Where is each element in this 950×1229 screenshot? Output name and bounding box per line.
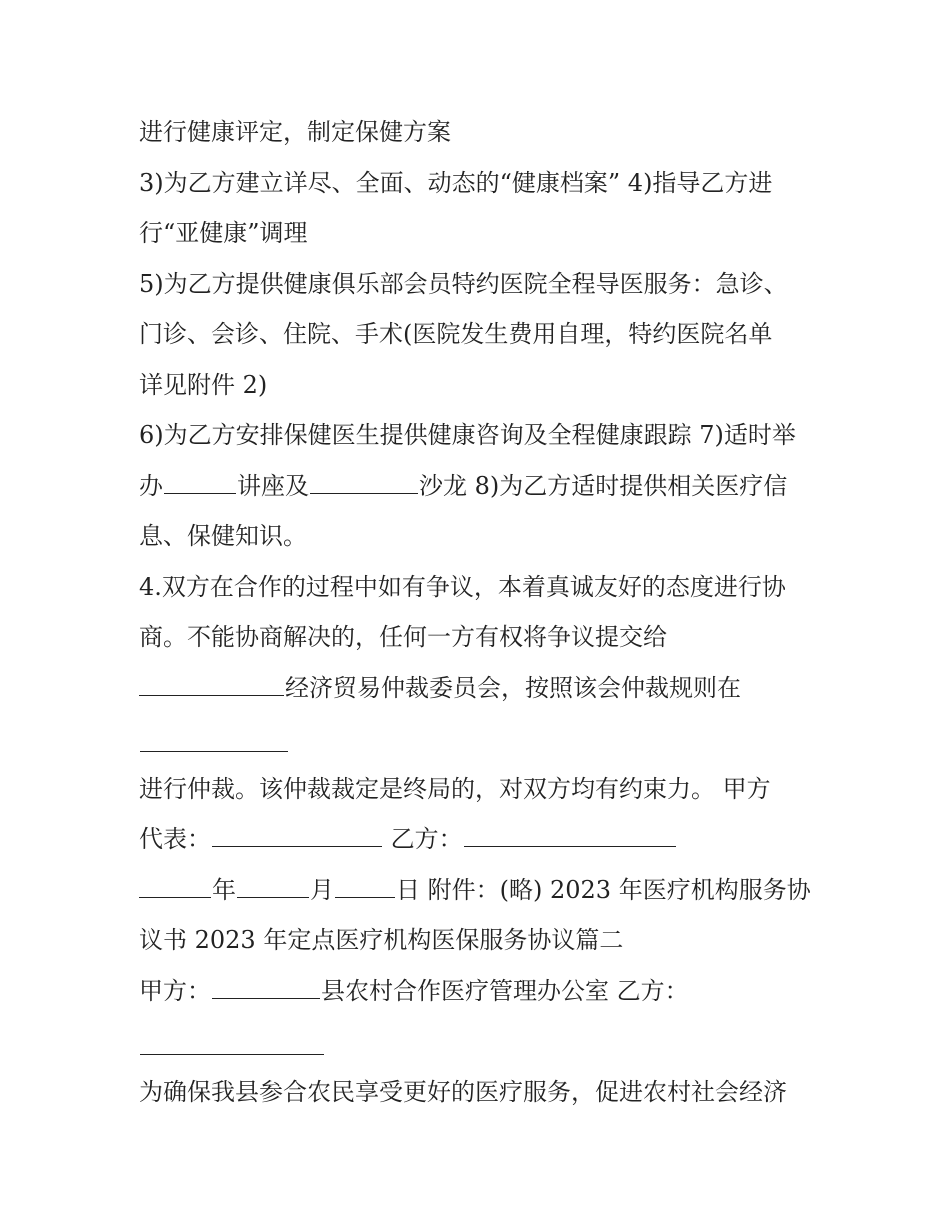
text-segment: 办 — [139, 471, 163, 500]
fill-in-blank[interactable] — [139, 873, 211, 898]
text-line-17: 议书 2023 年定点医疗机构医保服务协议篇二 — [139, 926, 624, 954]
text-line-7: 6)为乙方安排保健医生提供健康咨询及全程健康跟踪 7)适时举 — [139, 421, 796, 449]
text-segment: 县农村合作医疗管理办公室 乙方： — [321, 976, 689, 1005]
fill-in-blank[interactable] — [140, 1030, 324, 1055]
text-line-12 — [139, 663, 839, 714]
text-line-4: 5)为乙方提供健康俱乐部会员特约医院全程导医服务：急诊、 — [139, 269, 788, 298]
fill-in-blank[interactable] — [464, 822, 676, 847]
text-line-18 — [139, 966, 839, 1017]
text-line-14: 进行仲裁。该仲裁裁定是终局的，对双方均有约束力。 甲方 — [139, 774, 771, 803]
fill-in-blank[interactable] — [139, 671, 284, 696]
fill-in-blank[interactable] — [164, 469, 236, 494]
text-segment: 甲方： — [139, 976, 211, 1005]
text-line-2: 3)为乙方建立详尽、全面、动态的“健康档案” 4)指导乙方进 — [139, 168, 773, 197]
fill-in-blank[interactable] — [212, 974, 320, 999]
document-body — [139, 107, 839, 1117]
text-segment: 乙方： — [383, 825, 463, 853]
fill-in-blank[interactable] — [237, 873, 309, 898]
text-line-10: 4.双方在合作的过程中如有争议，本着真诚友好的态度进行协 — [139, 572, 786, 601]
text-line-5: 门诊、会诊、住院、手术(医院发生费用自理，特约医院名单 — [139, 320, 773, 348]
text-segment: 年 — [212, 875, 236, 904]
text-line-16 — [139, 865, 839, 916]
text-segment: 讲座及 — [237, 471, 309, 500]
text-line-15 — [139, 814, 839, 865]
text-segment: 沙龙 8)为乙方适时提供相关医疗信 — [419, 471, 788, 500]
text-line-3: 行“亚健康”调理 — [139, 219, 308, 247]
fill-in-blank[interactable] — [140, 727, 288, 752]
text-line-1: 进行健康评定，制定保健方案 — [139, 118, 451, 146]
text-line-6: 详见附件 2) — [139, 370, 268, 399]
text-line-8 — [139, 461, 839, 512]
text-segment: 经济贸易仲裁委员会，按照该会仲裁规则在 — [285, 673, 741, 702]
blank-line — [139, 1016, 839, 1067]
fill-in-blank[interactable] — [212, 822, 382, 847]
text-segment: 代表： — [139, 825, 211, 853]
fill-in-blank[interactable] — [310, 469, 418, 494]
text-segment: 月 — [310, 875, 334, 904]
text-line-11: 商。不能协商解决的，任何一方有权将争议提交给 — [139, 623, 667, 651]
fill-in-blank[interactable] — [335, 873, 395, 898]
blank-line — [139, 713, 839, 764]
text-line-9: 息、保健知识。 — [139, 522, 307, 550]
text-segment: 日 附件：(略) 2023 年医疗机构服务协 — [396, 875, 811, 904]
text-line-20: 为确保我县参合农民享受更好的医疗服务，促进农村社会经济 — [139, 1077, 787, 1106]
